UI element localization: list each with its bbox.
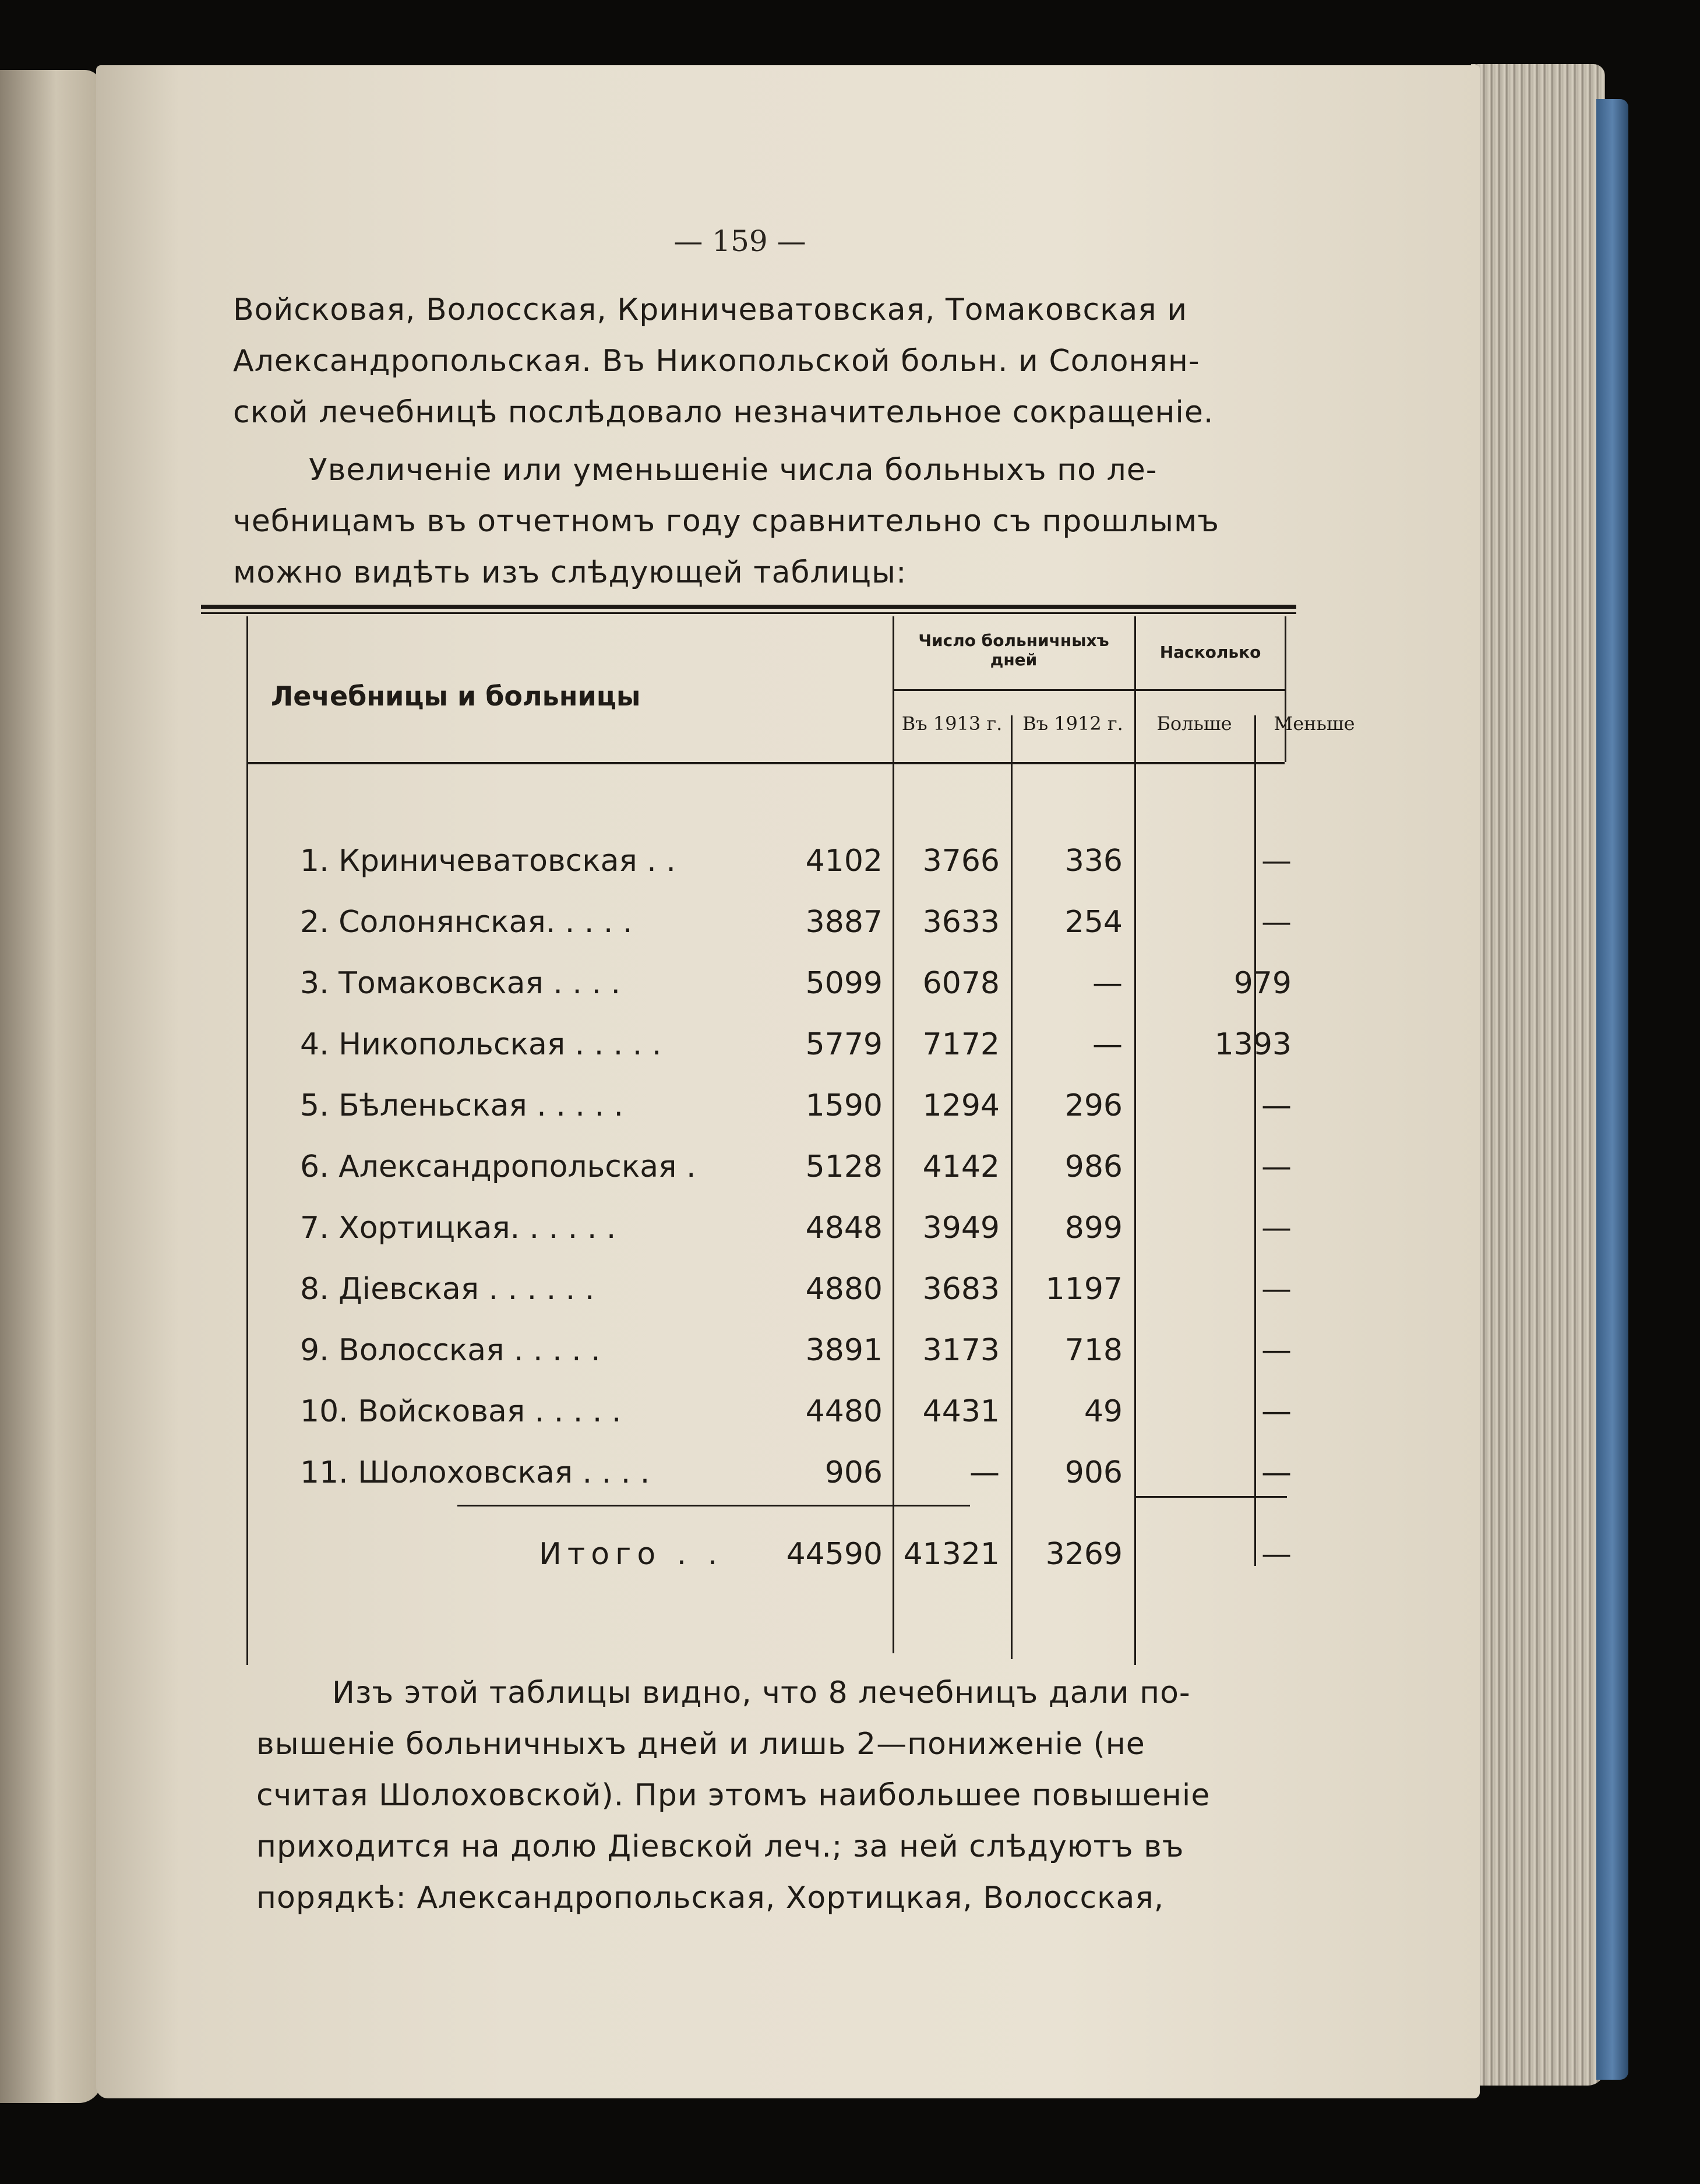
hospital-name: 5. Бѣленьская . . . . . (300, 1088, 624, 1123)
table-top-rule-thin (201, 612, 1296, 614)
text-line: Изъ этой таблицы видно, что 8 лечебницъ дали по- (332, 1675, 1191, 1710)
table-row (195, 1394, 1296, 1452)
table-row (195, 1088, 1296, 1146)
days-1912: 3633 (922, 905, 1000, 940)
days-less: 1393 (1214, 1027, 1292, 1062)
days-1913: 1590 (805, 1088, 883, 1123)
days-less: — (1261, 1088, 1292, 1123)
days-less: — (1261, 1211, 1292, 1246)
days-more: 986 (1064, 1149, 1123, 1184)
days-more: 296 (1064, 1088, 1123, 1123)
days-less: — (1261, 844, 1292, 878)
days-less: — (1261, 1394, 1292, 1429)
total-1912: 41321 (903, 1537, 1000, 1572)
hospital-name: 4. Никопольская . . . . . (300, 1027, 662, 1062)
days-more: 906 (1064, 1455, 1123, 1490)
page-stack-edge (1471, 64, 1605, 2086)
days-1912: 7172 (922, 1027, 1000, 1062)
text-line: Александропольская. Въ Никопольской больн. и Солонян- (233, 344, 1200, 379)
text-line: можно видѣть изъ слѣдующей таблицы: (233, 555, 907, 590)
days-more: 49 (1084, 1394, 1123, 1429)
table-row (195, 1272, 1296, 1330)
total-rule (457, 1505, 970, 1506)
days-1913: 4102 (805, 844, 883, 878)
days-less: — (1261, 1333, 1292, 1368)
days-1912: 3173 (922, 1333, 1000, 1368)
total-row (195, 1537, 1296, 1595)
text-line: порядкѣ: Александропольская, Хортицкая, Волосская, (256, 1880, 1165, 1915)
previous-page-edge (0, 70, 102, 2103)
header-hospitals: Лечебницы и больницы (271, 680, 641, 712)
days-1913: 3887 (805, 905, 883, 940)
header-hospital-days: Число больничныхъ дней (918, 631, 1109, 669)
days-more: 1197 (1045, 1272, 1123, 1307)
text-line: ской лечебницѣ послѣдовало незначительное сокращеніе. (233, 395, 1214, 430)
days-1912: 3766 (922, 844, 1000, 878)
table-row (195, 1333, 1296, 1391)
days-1913: 4848 (805, 1211, 883, 1246)
days-more: 718 (1064, 1333, 1123, 1368)
days-1913: 4480 (805, 1394, 883, 1429)
days-1912: 4142 (922, 1149, 1000, 1184)
days-1912: 3949 (922, 1211, 1000, 1246)
days-less: 979 (1233, 966, 1292, 1001)
header-divider (893, 689, 1285, 691)
text-line: Войсковая, Волосская, Криничеватовская, Томаковская и (233, 292, 1187, 327)
hospital-name: 9. Волосская . . . . . (300, 1333, 601, 1368)
table-top-rule (201, 605, 1296, 609)
total-label: Итого . . (539, 1537, 724, 1572)
days-more: 336 (1064, 844, 1123, 878)
days-more: 899 (1064, 1211, 1123, 1246)
days-1912: 6078 (922, 966, 1000, 1001)
header-more: Больше (1156, 712, 1232, 735)
header-bottom-rule (248, 762, 1285, 764)
days-1912: 3683 (922, 1272, 1000, 1307)
days-1913: 5779 (805, 1027, 883, 1062)
table-row (195, 1027, 1296, 1085)
table-row (195, 966, 1296, 1024)
days-less: — (1261, 1455, 1292, 1490)
total-1913: 44590 (786, 1537, 883, 1572)
hospital-name: 2. Солонянская. . . . . (300, 905, 633, 940)
total-more: 3269 (1045, 1537, 1123, 1572)
text-line: вышеніе больничныхъ дней и лишь 2—пониженіе (не (256, 1727, 1145, 1762)
days-more: 254 (1064, 905, 1123, 940)
total-rule (1134, 1496, 1287, 1498)
hospital-name: 8. Діевская . . . . . . (300, 1272, 595, 1307)
table-row (195, 844, 1296, 902)
text-line: приходится на долю Діевской леч.; за ней слѣдуютъ въ (256, 1829, 1184, 1864)
header-less: Меньше (1274, 712, 1355, 735)
days-less: — (1261, 1149, 1292, 1184)
hospital-name: 1. Криничеватовская . . (300, 844, 676, 878)
text-line: считая Шолоховской). При этомъ наибольшее повышеніе (256, 1778, 1211, 1813)
days-less: — (1261, 905, 1292, 940)
days-1912: — (969, 1455, 1000, 1490)
days-1913: 5099 (805, 966, 883, 1001)
hospital-name: 6. Александропольская . (300, 1149, 696, 1184)
header-1912: Въ 1912 г. (1022, 712, 1123, 735)
days-1913: 906 (824, 1455, 883, 1490)
table-row (195, 1211, 1296, 1269)
days-1913: 3891 (805, 1333, 883, 1368)
table-row (195, 905, 1296, 963)
paragraph-1 (233, 284, 1282, 438)
hospital-name: 10. Войсковая . . . . . (300, 1394, 622, 1429)
days-1912: 1294 (922, 1088, 1000, 1123)
days-more: — (1092, 966, 1123, 1001)
text-line: Увеличеніе или уменьшеніе числа больныхъ по ле- (309, 453, 1158, 488)
paragraph-2 (233, 444, 1282, 598)
days-more: — (1092, 1027, 1123, 1062)
paragraph-3 (256, 1667, 1305, 1924)
days-less: — (1261, 1272, 1292, 1307)
table-row (195, 1149, 1296, 1208)
text-line: чебницамъ въ отчетномъ году сравнительно съ прошлымъ (233, 504, 1219, 539)
days-1913: 4880 (805, 1272, 883, 1307)
hospital-name: 3. Томаковская . . . . (300, 966, 621, 1001)
book-cover-edge (1596, 99, 1628, 2080)
days-1913: 5128 (805, 1149, 883, 1184)
page-number: — 159 — (673, 224, 806, 258)
total-less: — (1261, 1537, 1292, 1572)
hospital-days-table (195, 605, 1355, 1653)
header-difference: Насколько (1159, 643, 1261, 662)
days-1912: 4431 (922, 1394, 1000, 1429)
hospital-name: 7. Хортицкая. . . . . . (300, 1211, 616, 1246)
header-1913: Въ 1913 г. (901, 712, 1003, 735)
hospital-name: 11. Шолоховская . . . . (300, 1455, 650, 1490)
table-border-right (1285, 616, 1286, 762)
